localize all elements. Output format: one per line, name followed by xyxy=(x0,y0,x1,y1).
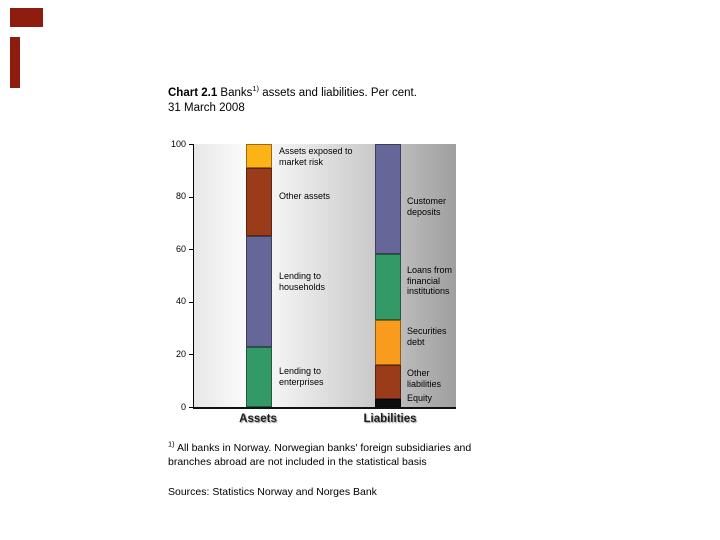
sources-line: Sources: Statistics Norway and Norges Bank xyxy=(168,486,377,498)
y-axis xyxy=(156,138,193,412)
title-main: Banks xyxy=(220,87,253,99)
bar-segment-securities-debt xyxy=(375,320,401,365)
title-footnote-marker: 1) xyxy=(252,84,260,94)
title-date: 31 March 2008 xyxy=(168,102,245,114)
bar-segment-lending-to-enterprises xyxy=(246,347,272,407)
label-lending-to-enterprises: Lending to enterprises xyxy=(279,366,324,387)
bar-segment-other-assets xyxy=(246,168,272,236)
chart-title xyxy=(168,86,568,116)
y-tick-label: 20 xyxy=(175,348,186,359)
x-axis-label-liabilities: Liabilities xyxy=(363,413,417,425)
footnote-marker: 1) xyxy=(168,439,175,449)
y-tick-label: 60 xyxy=(175,243,186,254)
bar-segment-customer-deposits xyxy=(375,144,401,254)
bar-segment-loans-from-financial-institutions xyxy=(375,254,401,320)
liabilities-bar xyxy=(375,144,401,407)
assets-bar xyxy=(246,144,272,407)
label-securities-debt: Securities debt xyxy=(407,326,447,347)
label-customer-deposits: Customer deposits xyxy=(407,196,447,217)
x-axis-label-assets: Assets xyxy=(239,413,277,425)
label-lending-to-households: Lending to households xyxy=(279,271,326,292)
label-assets-exposed-to-market-risk: Assets exposed to market risk xyxy=(279,146,353,167)
label-other-liabilities: Other liabilities xyxy=(407,368,442,389)
bar-segment-lending-to-households xyxy=(246,236,272,346)
footnote-text: All banks in Norway. Norwegian banks' foreign subsidiaries and branches abroad are not included in the statistical basis xyxy=(168,442,472,468)
label-equity: Equity xyxy=(407,393,433,403)
y-tick-label: 100 xyxy=(170,138,186,149)
bar-segment-assets-exposed-to-market-risk xyxy=(246,144,272,168)
footnote xyxy=(168,441,480,469)
bar-segment-other-liabilities xyxy=(375,365,401,399)
title-tail: assets and liabilities. Per cent. xyxy=(259,87,417,99)
y-tick-label: 0 xyxy=(180,401,186,412)
y-tick-label: 80 xyxy=(175,191,186,202)
y-tick-label: 40 xyxy=(175,296,186,307)
bar-segment-equity xyxy=(375,399,401,407)
title-prefix: Chart 2.1 xyxy=(168,87,221,99)
label-loans-from-financial-institutions: Loans from financial institutions xyxy=(407,265,453,296)
accent-bar xyxy=(10,37,20,88)
logo-block xyxy=(10,8,43,27)
label-other-assets: Other assets xyxy=(279,191,331,201)
